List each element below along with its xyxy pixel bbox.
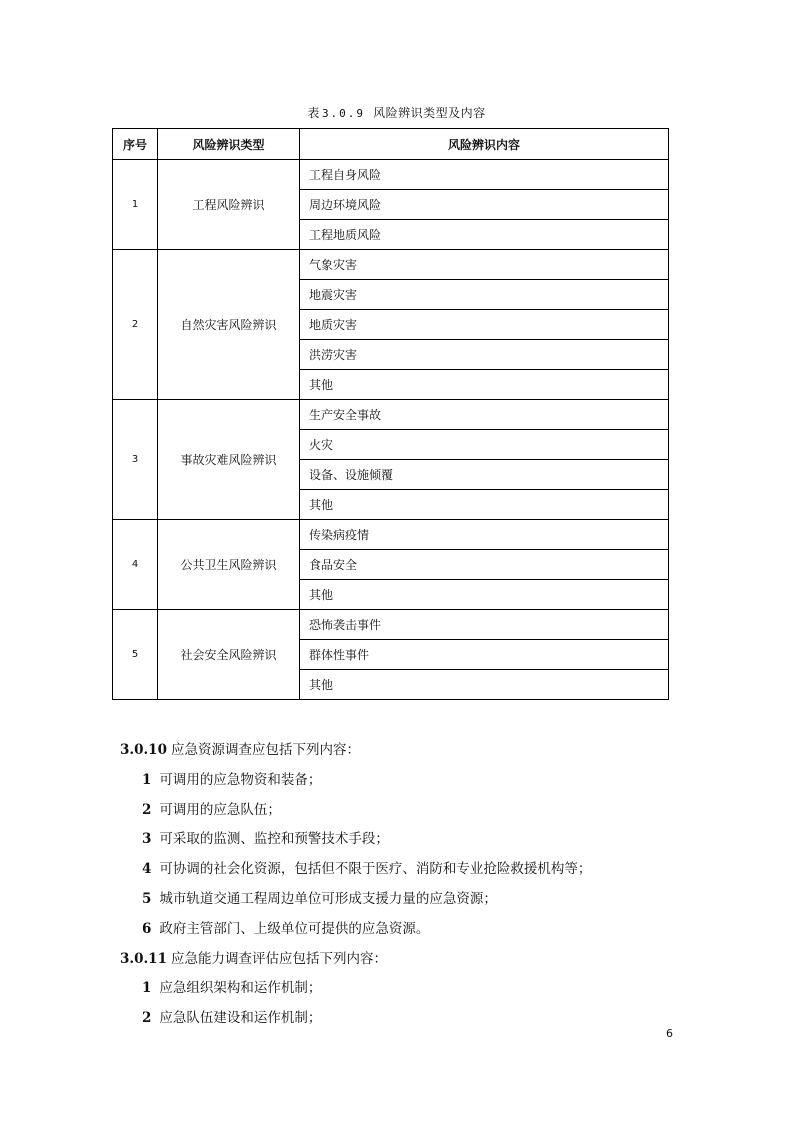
list-item-number: 5 xyxy=(142,891,152,907)
list-item-number: 1 xyxy=(142,771,152,788)
table-body xyxy=(113,160,669,700)
list-item xyxy=(142,798,281,818)
risk-content-item: 工程自身风险 xyxy=(300,160,669,190)
header-type: 风险辨识类型 xyxy=(158,129,300,160)
row-index: 1 xyxy=(113,160,158,250)
risk-type: 工程风险辨识 xyxy=(158,160,300,250)
risk-type: 公共卫生风险辨识 xyxy=(158,520,300,610)
list-item-text: 城市轨道交通工程周边单位可形成支援力量的应急资源； xyxy=(159,891,497,907)
risk-content-item: 群体性事件 xyxy=(300,640,669,670)
list-item xyxy=(142,827,389,847)
risk-content-item: 传染病疫情 xyxy=(300,520,669,550)
caption-title: 风险辨识类型及内容 xyxy=(373,106,486,120)
row-index: 2 xyxy=(113,250,158,400)
section-clause xyxy=(120,738,360,758)
table-row xyxy=(113,160,669,190)
risk-content-item: 地震灾害 xyxy=(300,280,669,310)
clause-text: 应急资源调查应包括下列内容： xyxy=(170,742,360,758)
list-item-text: 可调用的应急物资和装备； xyxy=(159,771,322,788)
page-number: 6 xyxy=(666,1027,673,1040)
list-item-text: 可调用的应急队伍； xyxy=(159,801,281,818)
risk-content-item: 其他 xyxy=(300,580,669,610)
risk-content-item: 火灾 xyxy=(300,430,669,460)
list-item xyxy=(142,857,591,877)
header-index: 序号 xyxy=(113,129,158,160)
list-item-number: 2 xyxy=(142,801,152,818)
list-item-text: 可采取的监测、监控和预警技术手段； xyxy=(159,831,389,848)
caption-number: 3.0.9 xyxy=(321,107,366,120)
list-item xyxy=(142,768,321,788)
caption-prefix: 表 xyxy=(307,106,320,120)
clause-number: 3.0.10 xyxy=(120,742,167,758)
risk-content-item: 其他 xyxy=(300,490,669,520)
list-item xyxy=(142,976,321,996)
risk-content-item: 食品安全 xyxy=(300,550,669,580)
list-item-number: 1 xyxy=(142,980,152,997)
row-index: 4 xyxy=(113,520,158,610)
risk-content-item: 工程地质风险 xyxy=(300,220,669,250)
risk-content-item: 周边环境风险 xyxy=(300,190,669,220)
row-index: 5 xyxy=(113,610,158,700)
table-row xyxy=(113,400,669,430)
clause-text: 应急能力调查评估应包括下列内容： xyxy=(170,950,387,967)
section-clause xyxy=(120,947,387,967)
risk-identification-table xyxy=(112,128,669,700)
risk-content-item: 气象灾害 xyxy=(300,250,669,280)
table-caption xyxy=(0,104,793,121)
risk-type: 社会安全风险辨识 xyxy=(158,610,300,700)
risk-type: 自然灾害风险辨识 xyxy=(158,250,300,400)
list-item-text: 政府主管部门、上级单位可提供的应急资源。 xyxy=(159,920,430,937)
list-item xyxy=(142,917,429,937)
list-item-text: 应急组织架构和运作机制； xyxy=(159,980,322,997)
risk-content-item: 生产安全事故 xyxy=(300,400,669,430)
risk-content-item: 设备、设施倾覆 xyxy=(300,460,669,490)
clause-number: 3.0.11 xyxy=(120,950,167,967)
list-item-number: 6 xyxy=(142,920,152,937)
table-header-row xyxy=(113,129,669,160)
list-item-number: 2 xyxy=(142,1010,152,1027)
table-row xyxy=(113,250,669,280)
list-item-number: 3 xyxy=(142,831,152,848)
risk-type: 事故灾难风险辨识 xyxy=(158,400,300,520)
list-item-text: 可协调的社会化资源，包括但不限于医疗、消防和专业抢险救援机构等； xyxy=(159,861,592,878)
risk-content-item: 其他 xyxy=(300,370,669,400)
risk-content-item: 其他 xyxy=(300,670,669,700)
list-item-number: 4 xyxy=(142,861,152,878)
risk-content-item: 恐怖袭击事件 xyxy=(300,610,669,640)
header-content: 风险辨识内容 xyxy=(300,129,669,160)
table-row xyxy=(113,520,669,550)
list-item xyxy=(142,1006,321,1026)
risk-content-item: 地质灾害 xyxy=(300,310,669,340)
list-item xyxy=(142,887,497,907)
list-item-text: 应急队伍建设和运作机制； xyxy=(159,1010,322,1027)
row-index: 3 xyxy=(113,400,158,520)
table-row xyxy=(113,610,669,640)
risk-content-item: 洪涝灾害 xyxy=(300,340,669,370)
